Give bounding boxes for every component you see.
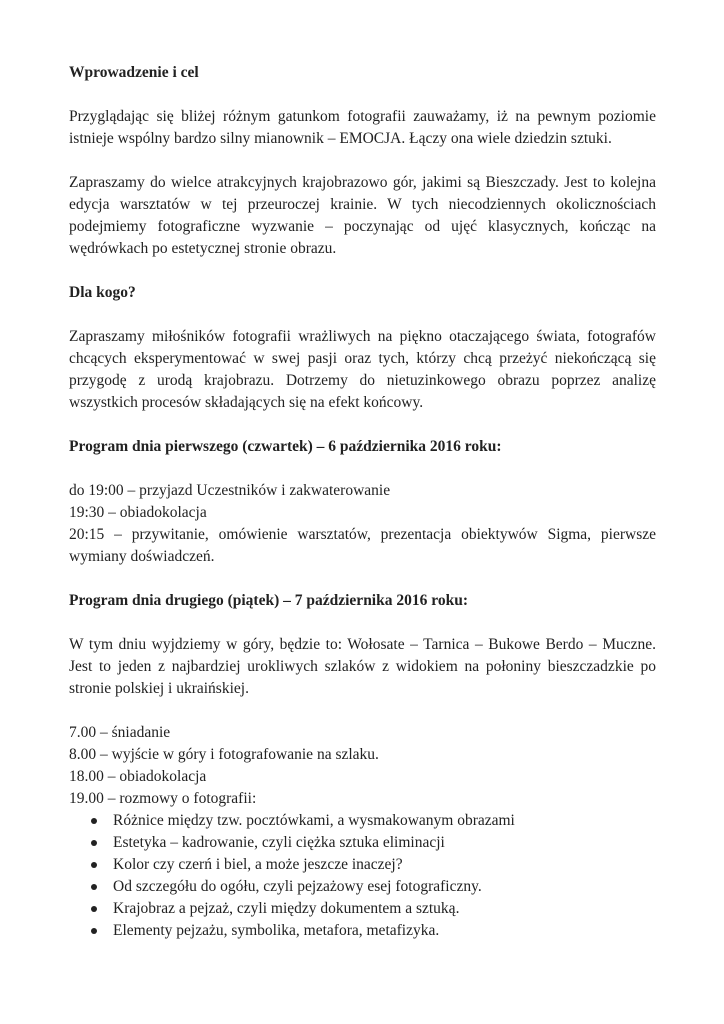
- bullet-icon: [91, 928, 97, 934]
- day1-item-welcome: 20:15 – przywitanie, omówienie warsztatów, prezentacja obiektywów Sigma, pierwsze wymiany doświadczeń.: [69, 526, 656, 565]
- day2-item-talks: 19.00 – rozmowy o fotografii:: [69, 790, 257, 807]
- topics-list: [69, 810, 656, 942]
- day1-schedule: [69, 480, 656, 568]
- bullet-icon: [91, 840, 97, 846]
- day1-item-arrival: do 19:00 – przyjazd Uczestników i zakwaterowanie: [69, 482, 391, 499]
- list-item: Od szczegółu do ogółu, czyli pejzażowy esej fotograficzny.: [91, 876, 656, 898]
- intro-paragraph-2: Zapraszamy do wielce atrakcyjnych krajobrazowo gór, jakimi są Bieszczady. Jest to kolejna edycja warsztatów w tej przeuroczej krainie. W tych niecodziennych okolicznościach podejmiemy fotograficzne wyzwanie – poczynając od ujęć klasycznych, kończąc na wędrówkach po estetycznej stronie obrazu.: [69, 174, 656, 257]
- list-item: Krajobraz a pejzaż, czyli między dokumentem a sztuką.: [91, 898, 656, 920]
- list-item: Kolor czy czerń i biel, a może jeszcze inaczej?: [91, 854, 656, 876]
- day2-heading: Program dnia drugiego (piątek) – 7 października 2016 roku:: [69, 592, 468, 609]
- day1-item-dinner: 19:30 – obiadokolacja: [69, 504, 207, 521]
- list-item: Różnice między tzw. pocztówkami, a wysmakowanym obrazami: [91, 810, 656, 832]
- bullet-icon: [91, 818, 97, 824]
- audience-heading: Dla kogo?: [69, 284, 136, 301]
- bullet-icon: [91, 906, 97, 912]
- day2-schedule: [69, 722, 656, 810]
- day1-heading: Program dnia pierwszego (czwartek) – 6 października 2016 roku:: [69, 438, 502, 455]
- document-page: [69, 62, 656, 942]
- bullet-icon: [91, 862, 97, 868]
- bullet-icon: [91, 884, 97, 890]
- day2-item-breakfast: 7.00 – śniadanie: [69, 724, 171, 741]
- day2-item-hike: 8.00 – wyjście w góry i fotografowanie na szlaku.: [69, 746, 379, 763]
- intro-heading: Wprowadzenie i cel: [69, 64, 199, 81]
- audience-paragraph: Zapraszamy miłośników fotografii wrażliwych na piękno otaczającego świata, fotografów chcących eksperymentować w swej pasji oraz tych, którzy chcą przeżyć niekończącą się przygodę z urodą krajobrazu. Dotrzemy do nietuzinkowego obrazu poprzez analizę wszystkich procesów składających się na efekt końcowy.: [69, 328, 656, 411]
- intro-paragraph-1: Przyglądając się bliżej różnym gatunkom fotografii zauważamy, iż na pewnym poziomie istnieje wspólny bardzo silny mianownik – EMOCJA. Łączy ona wiele dziedzin sztuki.: [69, 108, 656, 147]
- day2-intro: W tym dniu wyjdziemy w góry, będzie to: Wołosate – Tarnica – Bukowe Berdo – Muczne. Jest to jeden z najbardziej urokliwych szlaków z widokiem na połoniny bieszczadzkie po stronie polskiej i ukraińskiej.: [69, 636, 656, 697]
- day2-item-dinner: 18.00 – obiadokolacja: [69, 768, 207, 785]
- list-item: Estetyka – kadrowanie, czyli ciężka sztuka eliminacji: [91, 832, 656, 854]
- list-item: Elementy pejzażu, symbolika, metafora, metafizyka.: [91, 920, 656, 942]
